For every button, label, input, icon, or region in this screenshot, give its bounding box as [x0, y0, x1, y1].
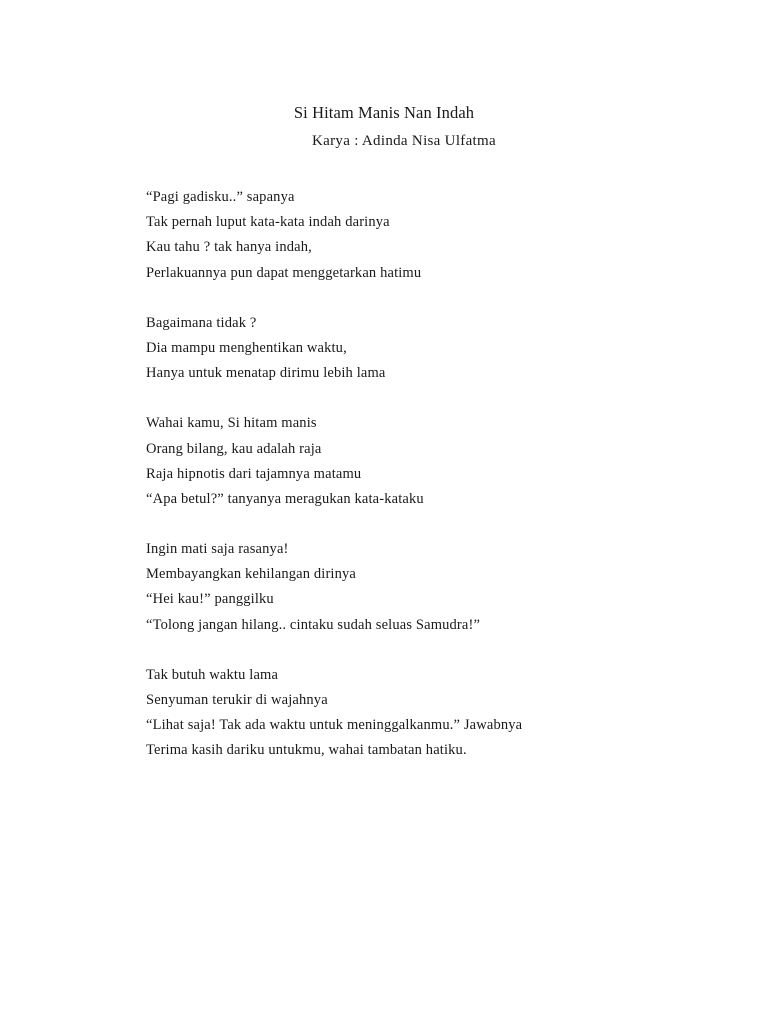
poem-line: Orang bilang, kau adalah raja [146, 440, 322, 457]
poem-line: Raja hipnotis dari tajamnya matamu [146, 465, 362, 482]
stanza-2 [146, 311, 706, 387]
poem-line: Bagaimana tidak ? [146, 314, 257, 331]
poem-line: Perlakuannya pun dapat menggetarkan hatimu [146, 264, 422, 281]
poem-line: “Lihat saja! Tak ada waktu untuk meninggalkanmu.” Jawabnya [146, 717, 523, 734]
poem-line: Wahai kamu, Si hitam manis [146, 415, 317, 432]
poem-line: “Apa betul?” tanyanya meragukan kata-kataku [146, 490, 424, 507]
stanza-5 [146, 663, 706, 764]
poem-line: Senyuman terukir di wajahnya [146, 692, 328, 708]
poem-line: “Tolong jangan hilang.. cintaku sudah seluas Samudra!” [146, 616, 481, 633]
poem-line: Membayangkan kehilangan dirinya [146, 566, 357, 583]
poem-line: “Hei kau!” panggilku [146, 591, 274, 608]
stanza-4 [146, 537, 706, 638]
poem-line: Kau tahu ? tak hanya indah, [146, 239, 312, 256]
poem-title: Si Hitam Manis Nan Indah [293, 103, 475, 122]
stanza-1 [146, 185, 706, 286]
poem-line: Dia mampu menghentikan waktu, [146, 339, 347, 356]
poem-line: Tak butuh waktu lama [146, 666, 279, 683]
stanza-3 [146, 411, 706, 512]
poem-line: Terima kasih dariku untukmu, wahai tambatan hatiku. [146, 742, 467, 759]
poem-author: Karya : Adinda Nisa Ulfatma [312, 133, 496, 149]
poem-line: “Pagi gadisku..” sapanya [146, 189, 295, 205]
poem-line: Hanya untuk menatap dirimu lebih lama [146, 365, 386, 382]
poem-line: Tak pernah luput kata-kata indah darinya [146, 214, 390, 231]
poem-body [146, 185, 706, 789]
poem-line: Ingin mati saja rasanya! [146, 541, 289, 558]
